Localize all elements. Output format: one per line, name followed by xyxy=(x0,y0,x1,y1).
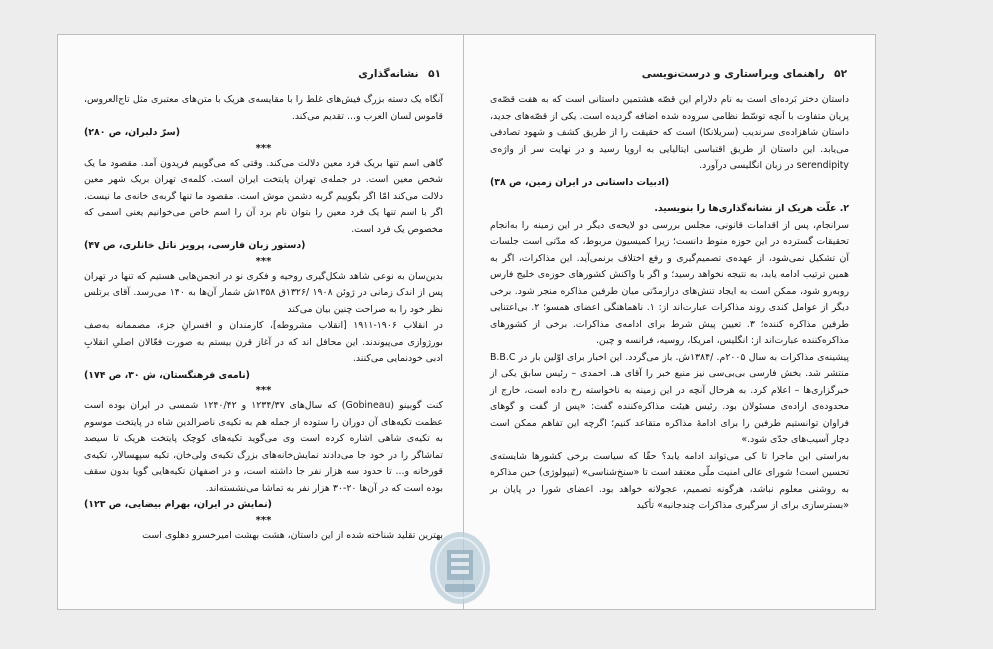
section-separator: *** xyxy=(255,142,272,154)
paragraph: بهترین تقلید شناخته شده از این داستان، هشت بهشت امیرخسرو دهلوی است xyxy=(142,529,443,541)
right-page-header-title: راهنمای ویراستاری و درست‌نویسی xyxy=(641,68,825,80)
paragraph: آنگاه یک دسته بزرگ فیش‌های غلط را با مقایسه‌ی هریک با متن‌های معتبری مثل تاج‌العروس، قاموس لسان العرب و... تقدیم می‌کند. xyxy=(84,94,443,122)
source-citation: (نامه‌ی فرهنگستان، ش ۳۰، ص ۱۷۴) xyxy=(84,369,250,381)
source-citation: (نمایش در ایران، بهرام بیضایی، ص ۱۲۳) xyxy=(84,499,272,510)
paragraph: در انقلاب ۱۹۰۶-۱۹۱۱ [انقلاب مشروطه]، کارمندان و افسرانِ جزء، مصممانه به‌صف بورژوازی می‌پیوندند. این محافل اند که در آغاز قرن بیستم به صورت فعّالان اصلیِ انقلابِ ادبی خودنمایی می‌کنند. xyxy=(84,320,443,364)
right-page-number: ۵۲ xyxy=(834,68,847,80)
paragraph: پیشینه‌ی مذاکرات به سال ۲۰۰۵م. /۱۳۸۴ش. باز می‌گردد. این اخبار برای اوّلین بار در B.B.C منتشر شد. بخش فارسی بی‌بی‌سی نیز منبع خبر را آقای هـ. احمدی – رئیس سابق یکی از خبرگزاری‌ها – اعلام کرد. به هرحال آنچه در این زمینه به ناخواسته رخ داده است، خارج از محدوده‌ی اراده‌ی مسئولان بود. رئیس هیئت مذاکره‌کننده گفت: «پس از گفت و گوهای فراوان توانستیم طرفین را برای ادامهٔ مذاکره متقاعد کنیم؛ اگرچه این تفاهم ممکن است دچار آسیب‌های جدّی شود.» xyxy=(490,351,849,445)
paragraph: به‌راستی این ماجرا تا کی می‌تواند ادامه یابد؟ حقّا که سیاست برخی کشورها شایسته‌ی تحسین است! شورای عالی امنیت ملّی معتقد است تا «سنخ‌شناسی» (تیپولوژی) حین مذاکره به روشنی معلوم نباشد، هرگونه تصمیم، عجولانه خواهد بود. اعضای شورا در پایان بر «بسترسازی برای از سرگیری مذاکرات چندجانبه» تأکید xyxy=(490,450,849,511)
section-separator: *** xyxy=(255,514,272,526)
left-page-body xyxy=(84,92,443,544)
paragraph: گاهی اسم تنها بریک فرد معین دلالت می‌کند. وقتی که می‌گوییم فریدون آمد. مقصود ما یک شخص معین است. در جمله‌ی تهران پایتخت ایران است. کلمه‌ی تهران بریک شهر معین دلالت می‌کند امّا اگر بگوییم گربه دشمن موش است. مقصود ما تنها گربه‌ی خانه‌ی ما نیست. اگر با اسم تنها یک فرد معین را بتوان نام برد آن را اسم خاص می‌خوانیم یعنی اسمی که مخصوص یک فرد است. xyxy=(84,157,443,235)
left-page-header-title: نشانه‌گذاری xyxy=(358,68,419,80)
paragraph: بدین‌سان به نوعی شاهد شکل‌گیری روحیه و فکری نو در انجمن‌هایی هستیم که تنها در تهران پس از اندک زمانی در ژوئن ۱۹۰۸ /۱۳۲۶ق ۱۳۵۸ش شمار آن‌ها به ۱۴۰ می‌رسد. آقای برتلس نظر خود را به صراحت چنین بیان می‌کند xyxy=(84,270,444,315)
section-separator: *** xyxy=(255,255,272,267)
right-page-header xyxy=(492,68,847,82)
source-citation: (سرّ دلبران، ص ۲۸۰) xyxy=(84,127,180,138)
paragraph: داستان دختر بَرده‌ای است به نام دلارام این قصّه هشتمین داستانی است که به هفت قصّه‌ی پریان متفاوت با آنچه توسّط نظامی سروده شده اضافه گردیده است. یکی از قصّه‌های جدید، داستان شاهزاده‌ی سرندیب (سریلانکا) است که حقیقت را از طریق کشف و شهود تصادفی می‌یابد. این داستان از طریق اقتباسی ایتالیایی به اروپا رسید و در نهایت سر از واژه‌ی serendipity در زبان انگلیسی درآورد. xyxy=(490,94,849,171)
exercise-heading: ۲. علّت هریک از نشانه‌گذاری‌ها را بنویسید. xyxy=(654,203,849,214)
right-page xyxy=(463,34,876,610)
source-citation: (دستور زبان فارسی، پرویز ناتل خانلری، ص ۴۷) xyxy=(84,240,306,251)
paragraph: سرانجام، پس از اقدامات قانونی، مجلس بررسی دو لایحه‌ی دیگر در این زمینه را به‌انجام تحقیقات گسترده در این حوزه منوط دانست؛ زیرا کمیسیون مربوط، که مدّتی است جلسات آن تشکیل نمی‌شود، از عهده‌ی تصمیم‌گیری و رفع اختلاف برنمی‌آید. این مذاکرات، اگر به همین ترتیب ادامه یابد، به نتیجه نخواهد رسید؛ و اگر با واکنش کشورهای حوزه‌ی خلیج فارس روبه‌رو شود، ممکن است به ایجاد تنش‌های درازمدّتی میان طرفین مذاکره منجر شود. برخی دیگر از عوامل کندی روند مذاکرات عبارت‌اند از: ۱. ناهماهنگی اعضای همسو؛ ۲. بی‌اعتنایی طرفین مذاکره کننده؛ ۳. تعیین پیش شرط برای ادامه‌ی مذاکرات. برخی از کشورهای مذاکره‌کننده عبارت‌اند از: انگلیس، امریکا، روسیه، فرانسه و چین. xyxy=(490,219,849,346)
left-page-number: ۵۱ xyxy=(428,68,441,80)
paragraph: کنت گوبینو (Gobineau) که سال‌های ۱۲۳۴/۳۷ و ۱۲۴۰/۴۲ شمسی در ایران بوده است عظمت تکیه‌های آن دوران را ستوده از جمله هم به تکیه‌ی ناصرالدین شاه در پایتخت موسوم به تکیه‌ی شاهی اشاره کرده است وی می‌گوید تکیه‌های کوچک پایتخت هریک تا سیصد تماشاگر را در خود جا می‌دادند نمایش‌خانه‌های بزرگ تکیه‌ی ولی‌خان، تکیه سپهسالار، تکیه‌ی قورخانه و... تا حدود سه هزار نفر جا داشته است، و در اصفهان تکیه‌هایی گویا بدون سقف بوده است که در آن‌ها ۲۰-۳۰ هزار نفر به تماشا می‌نشسته‌اند. xyxy=(84,400,443,494)
source-citation: (ادبیات داستانی در ایران زمین، ص ۳۸) xyxy=(490,176,670,188)
left-page-header xyxy=(86,68,441,82)
section-separator: *** xyxy=(255,385,272,396)
left-page xyxy=(57,34,470,610)
library-seal-icon xyxy=(425,528,495,608)
right-page-body xyxy=(490,92,849,515)
